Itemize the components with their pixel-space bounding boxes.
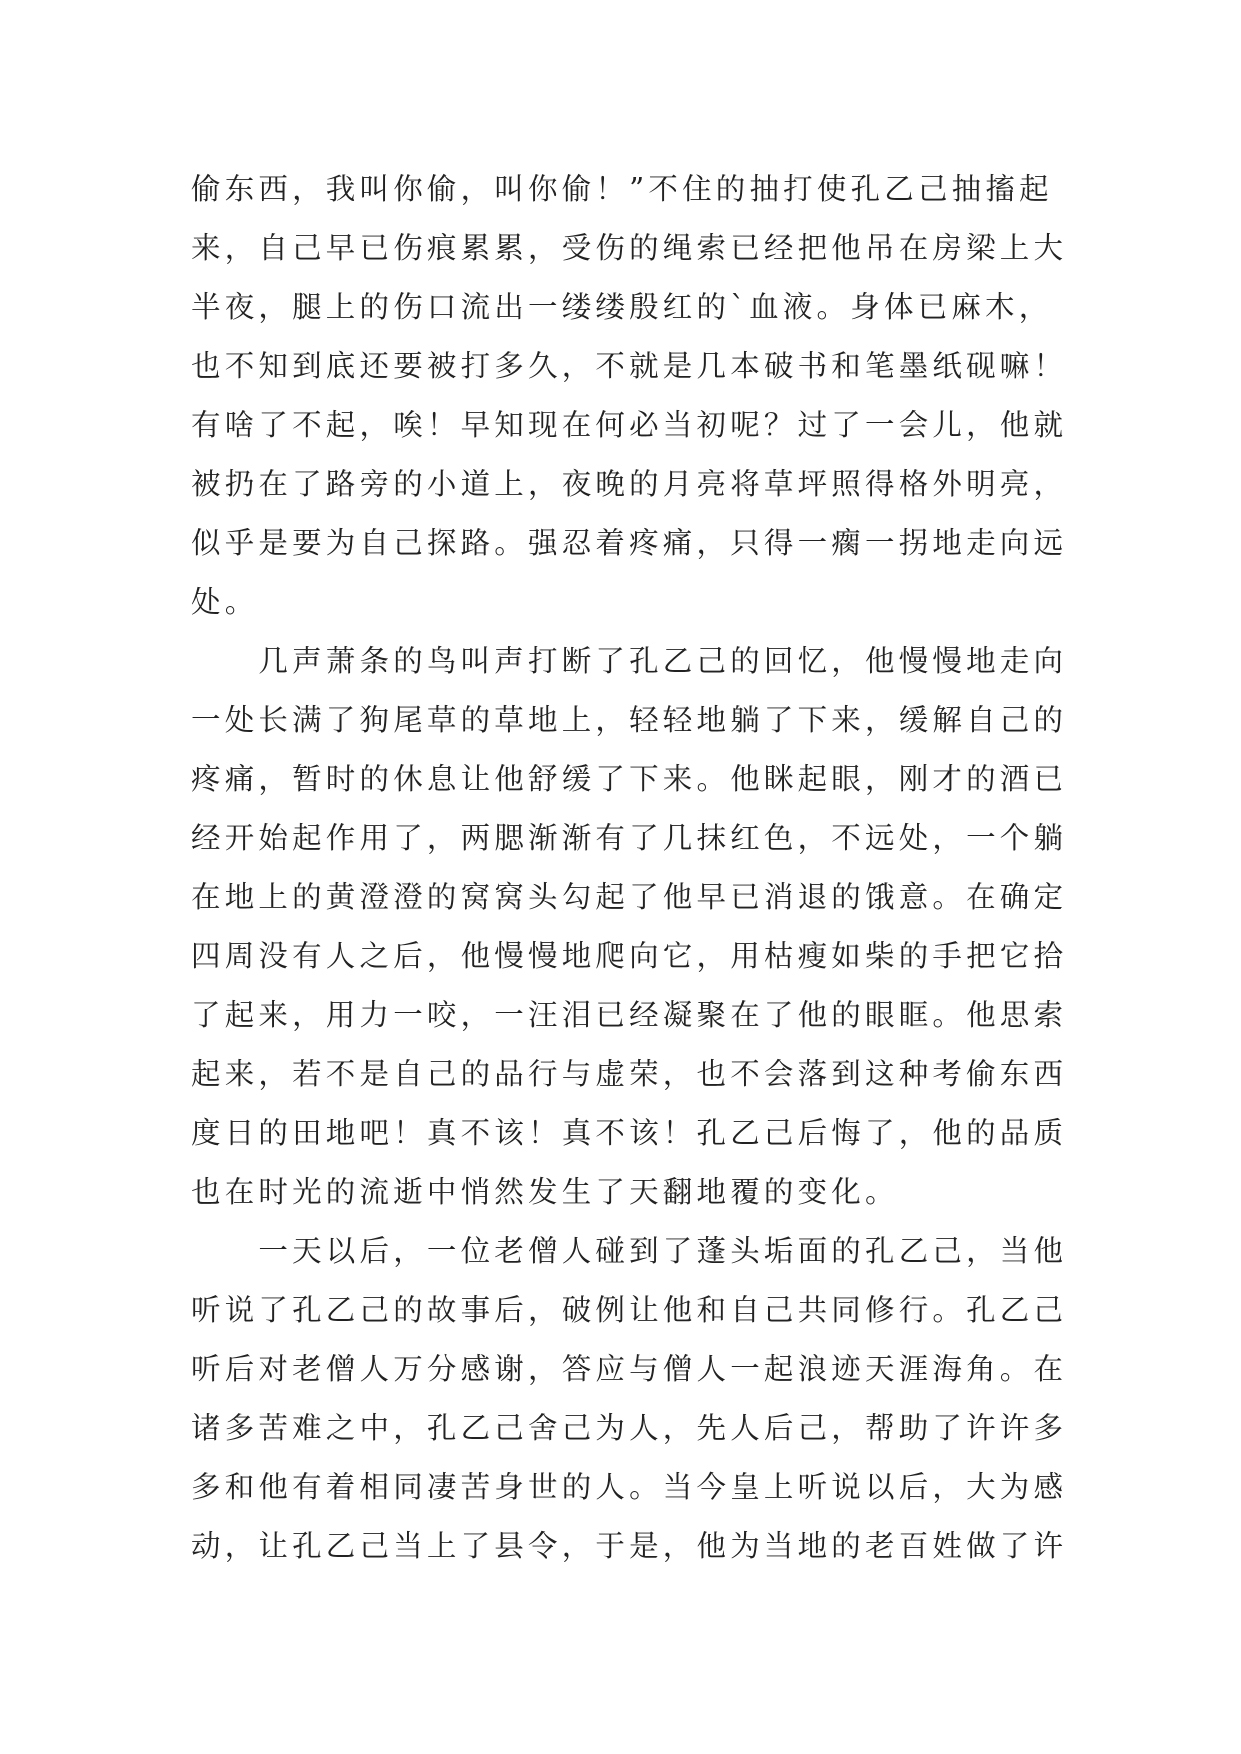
text-line: 经开始起作用了，两腮渐渐有了几抹红色，不远处，一个躺 xyxy=(191,821,1068,855)
text-line: 似乎是要为自己探路。强忍着疼痛，只得一瘸一拐地走向远 xyxy=(191,526,1068,560)
text-line: 几声萧条的鸟叫声打断了孔乙己的回忆，他慢慢地走向 xyxy=(191,644,1068,678)
text-line: 处。 xyxy=(191,585,259,619)
body-text xyxy=(191,160,1071,1576)
text-line: 也在时光的流逝中悄然发生了天翻地覆的变化。 xyxy=(191,1175,899,1209)
text-line: 起来，若不是自己的品行与虚荣，也不会落到这种考偷东西 xyxy=(191,1057,1068,1091)
text-line: 了起来，用力一咬，一汪泪已经凝聚在了他的眼眶。他思索 xyxy=(191,998,1068,1032)
text-line: 一天以后，一位老僧人碰到了蓬头垢面的孔乙己，当他 xyxy=(191,1234,1068,1268)
text-line: 在地上的黄澄澄的窝窝头勾起了他早已消退的饿意。在确定 xyxy=(191,880,1068,914)
text-line: 动，让孔乙己当上了县令，于是，他为当地的老百姓做了许 xyxy=(191,1529,1068,1563)
text-line: 听后对老僧人万分感谢，答应与僧人一起浪迹天涯海角。在 xyxy=(191,1352,1068,1386)
text-line: 四周没有人之后，他慢慢地爬向它，用枯瘦如柴的手把它拾 xyxy=(191,939,1068,973)
text-line: 有啥了不起，唉！早知现在何必当初呢？过了一会儿，他就 xyxy=(191,408,1068,442)
text-line: 也不知到底还要被打多久，不就是几本破书和笔墨纸砚嘛！ xyxy=(191,349,1068,383)
text-line: 度日的田地吧！真不该！真不该！孔乙己后悔了，他的品质 xyxy=(191,1116,1068,1150)
text-line: 诸多苦难之中，孔乙己舍己为人，先人后己，帮助了许许多 xyxy=(191,1411,1068,1445)
text-line: 半夜，腿上的伤口流出一缕缕殷红的`血液。身体已麻木， xyxy=(191,290,1053,324)
text-line: 疼痛，暂时的休息让他舒缓了下来。他眯起眼，刚才的酒已 xyxy=(191,762,1068,796)
text-line: 听说了孔乙己的故事后，破例让他和自己共同修行。孔乙己 xyxy=(191,1293,1068,1327)
text-line: 多和他有着相同凄苦身世的人。当今皇上听说以后，大为感 xyxy=(191,1470,1068,1504)
text-line: 被扔在了路旁的小道上，夜晚的月亮将草坪照得格外明亮， xyxy=(191,467,1068,501)
text-line: 偷东西，我叫你偷，叫你偷！”不住的抽打使孔乙己抽搐起 xyxy=(191,172,1053,206)
text-line: 来，自己早已伤痕累累，受伤的绳索已经把他吊在房梁上大 xyxy=(191,231,1068,265)
text-line: 一处长满了狗尾草的草地上，轻轻地躺了下来，缓解自己的 xyxy=(191,703,1068,737)
